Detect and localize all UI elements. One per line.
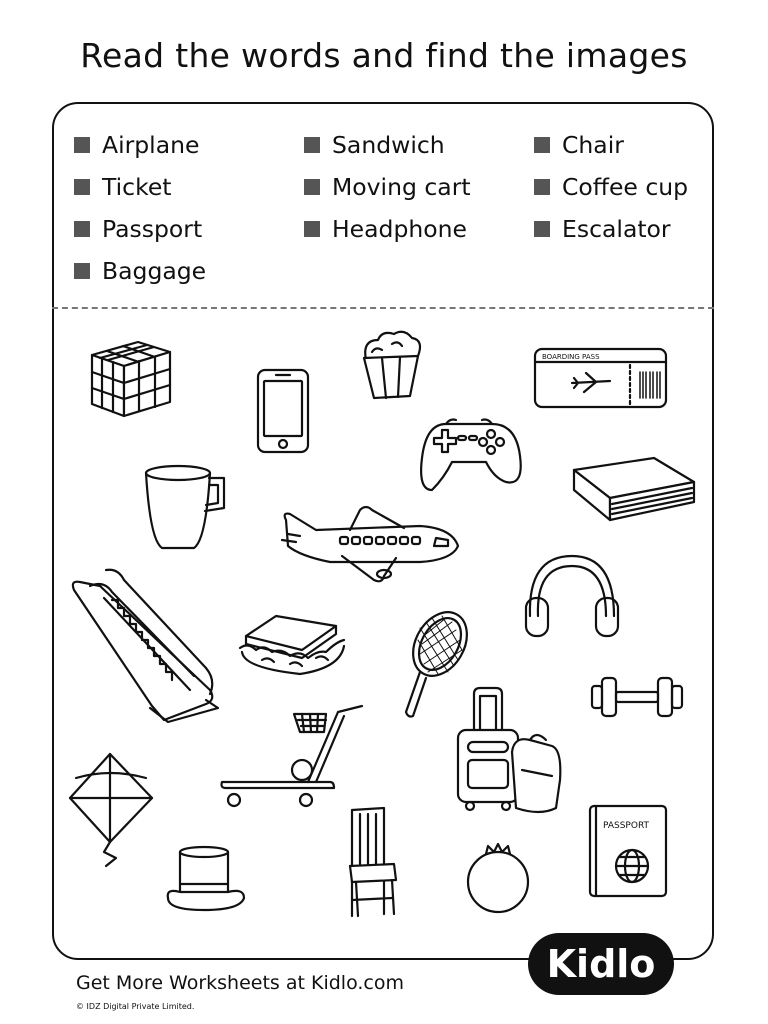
luggage-icon: [458, 688, 560, 812]
boarding-pass-icon: [535, 349, 666, 407]
pomegranate-icon: [468, 844, 528, 912]
moving-cart-icon: [222, 706, 363, 806]
word-label: Ticket: [102, 173, 172, 201]
word-label: Escalator: [562, 215, 671, 243]
copyright-notice: © IDZ Digital Private Limited.: [76, 1002, 195, 1011]
coffee-cup-icon: [146, 466, 224, 548]
boarding-pass-label: BOARDING PASS: [542, 353, 600, 361]
passport-icon: [590, 806, 666, 896]
word-label: Sandwich: [332, 131, 445, 159]
word-label: Chair: [562, 131, 624, 159]
escalator-icon: [73, 570, 218, 722]
word-label: Passport: [102, 215, 203, 243]
tennis-racket-icon: [402, 603, 478, 717]
passport-label: PASSPORT: [603, 821, 650, 831]
game-controller-icon: [421, 420, 521, 491]
word-label: Moving cart: [332, 173, 471, 201]
kidlo-logo: Kidlo: [528, 933, 674, 995]
rubiks-cube-icon: [92, 342, 170, 416]
book-icon: [574, 458, 694, 520]
headphone-icon: [526, 556, 618, 636]
word-label: Coffee cup: [562, 173, 689, 201]
word-label: Headphone: [332, 215, 467, 243]
footer-link[interactable]: Get More Worksheets at Kidlo.com: [76, 972, 404, 994]
dumbbell-icon: [592, 678, 682, 716]
page-title: Read the words and find the images: [80, 36, 688, 75]
word-label: Baggage: [102, 257, 207, 285]
mobile-phone-icon: [258, 370, 308, 452]
chair-icon: [350, 808, 396, 916]
kite-icon: [70, 754, 152, 866]
popcorn-icon: [364, 332, 420, 398]
word-label: Airplane: [102, 131, 200, 159]
sandwich-icon: [240, 616, 344, 674]
airplane-icon: [282, 507, 458, 581]
top-hat-icon: [168, 847, 244, 910]
